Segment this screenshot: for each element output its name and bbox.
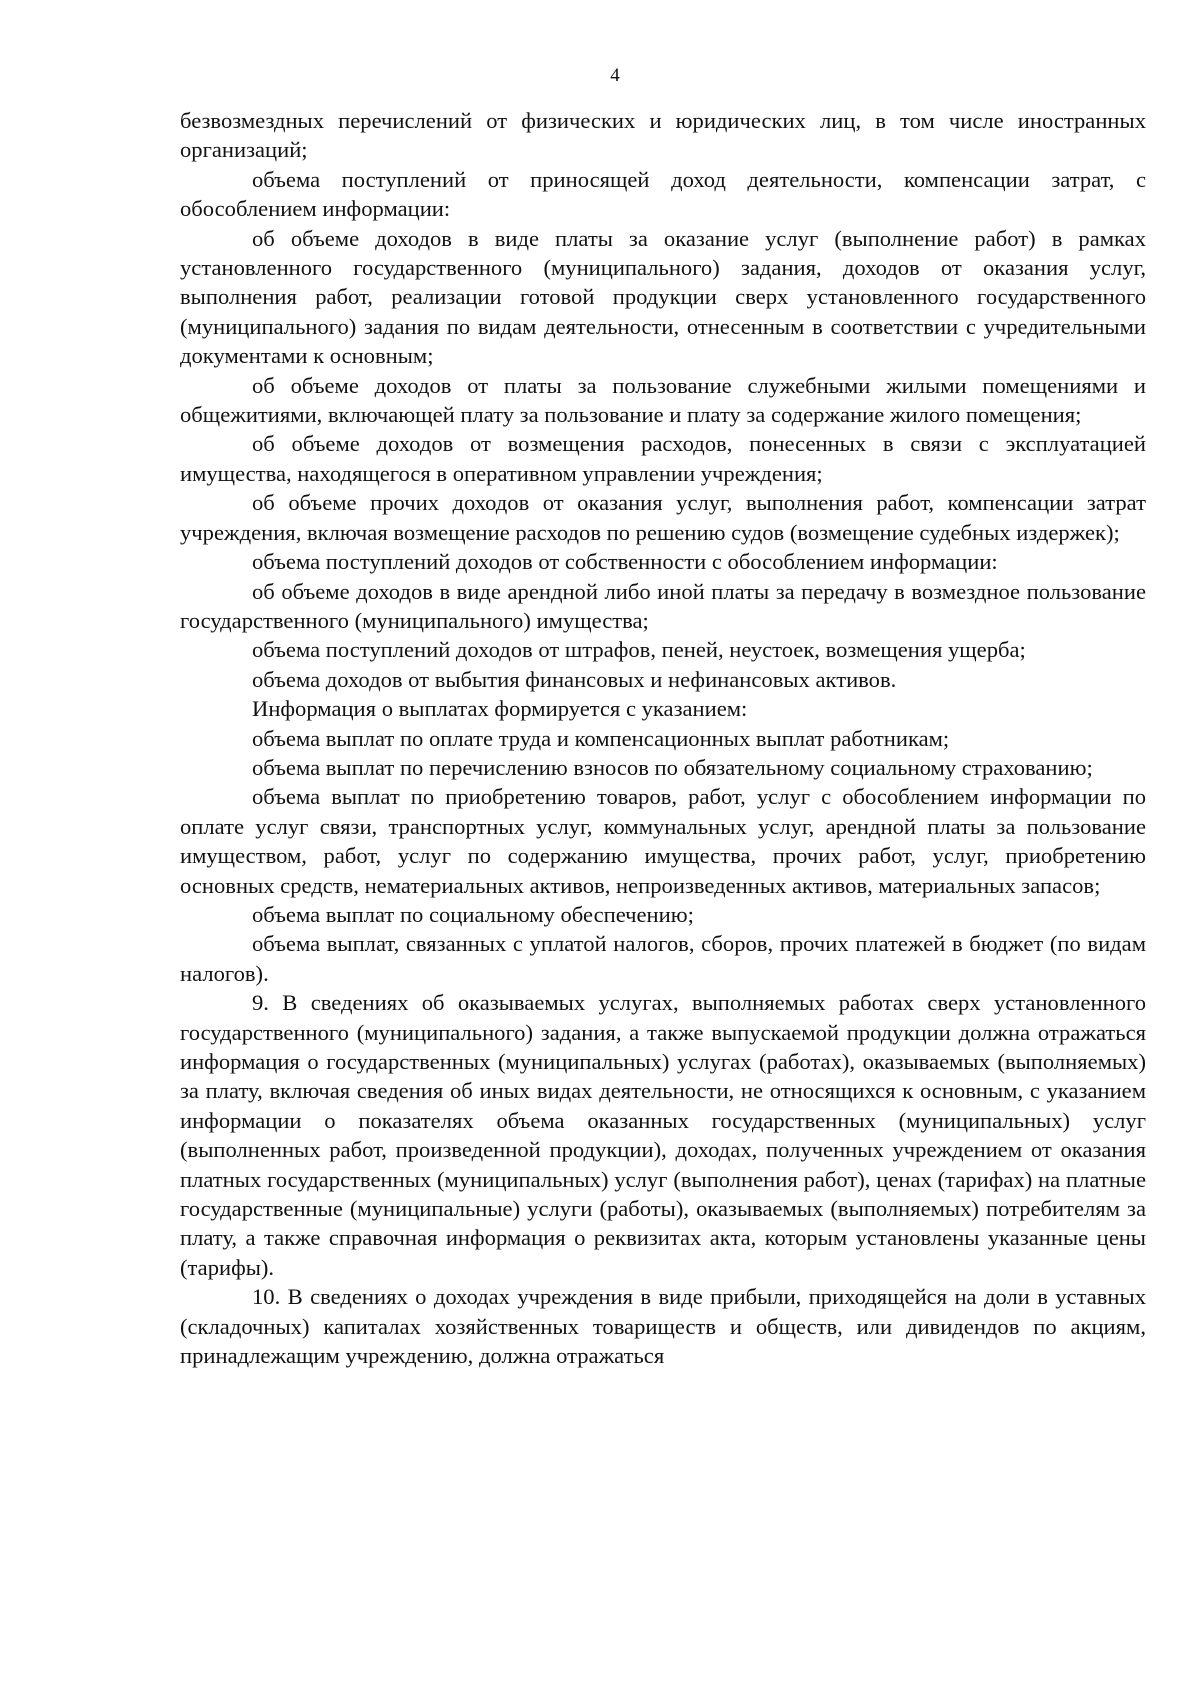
paragraph-section-10: 10. В сведениях о доходах учреждения в виде прибыли, приходящейся на доли в уставных (складочных) капиталах хозяйственных товариществ и обществ, или дивидендов по акциям, принадлежащим учреждению, должна отражаться bbox=[180, 1284, 1146, 1369]
paragraph: об объеме доходов в виде арендной либо иной платы за передачу в возмездное пользование государственного (муниципального) имущества; bbox=[180, 578, 1146, 633]
paragraph-section-9: 9. В сведениях об оказываемых услугах, выполняемых работах сверх установленного государственного (муниципального) задания, а также выпускаемой продукции должна отражаться информация о государственных (муниципальных) услугах (работах), оказываемых (выполняемых) за плату, включая сведения об иных видах деятельности, не относящихся к основным, с указанием информации о показателях объема оказанных государственных (муниципальных) услуг (выполненных работ, произведенной продукции), доходах, полученных учреждением от оказания платных государственных (муниципальных) услуг (выполнения работ), ценах (тарифах) на платные государственные (муниципальные) услуги (работы), оказываемых (выполняемых) потребителям за плату, а также справочная информация о реквизитах акта, которым установлены указанные цены (тарифы). bbox=[180, 990, 1146, 1280]
paragraph: об объеме прочих доходов от оказания услуг, выполнения работ, компенсации затрат учреждения, включая возмещение расходов по решению судов (возмещение судебных издержек); bbox=[180, 490, 1146, 545]
paragraph: об объеме доходов от платы за пользование служебными жилыми помещениями и общежитиями, включающей плату за пользование и плату за содержание жилого помещения; bbox=[180, 372, 1146, 428]
paragraph: об объеме доходов от возмещения расходов, понесенных в связи с эксплуатацией имущества, находящегося в оперативном управлении учреждения; bbox=[180, 431, 1146, 486]
paragraph: объема выплат по социальному обеспечению; bbox=[252, 901, 694, 927]
paragraph: объема выплат по приобретению товаров, работ, услуг с обособлением информации по оплате услуг связи, транспортных услуг, коммунальных услуг, арендной платы за пользование имуществом, работ, услуг по содержанию имущества, прочих работ, услуг, приобретению основных средств, нематериальных активов, непроизведенных активов, материальных запасов; bbox=[180, 784, 1146, 898]
page-number: 4 bbox=[610, 65, 620, 86]
paragraph: объема выплат, связанных с уплатой налогов, сборов, прочих платежей в бюджет (по видам налогов). bbox=[180, 931, 1146, 986]
paragraph: объема доходов от выбытия финансовых и нефинансовых активов. bbox=[252, 666, 897, 692]
paragraph: объема поступлений доходов от штрафов, пеней, неустоек, возмещения ущерба; bbox=[252, 637, 1026, 663]
paragraph: объема поступлений доходов от собственности с обособлением информации: bbox=[252, 549, 998, 575]
paragraph: объема поступлений от приносящей доход деятельности, компенсации затрат, с обособлением информации: bbox=[180, 166, 1146, 222]
document-body bbox=[180, 106, 1146, 1370]
paragraph: объема выплат по перечислению взносов по обязательному социальному страхованию; bbox=[252, 754, 1093, 780]
paragraph: объема выплат по оплате труда и компенсационных выплат работникам; bbox=[252, 725, 950, 751]
paragraph: Информация о выплатах формируется с указанием: bbox=[252, 696, 748, 722]
paragraph: об объеме доходов в виде платы за оказание услуг (выполнение работ) в рамках установленного государственного (муниципального) задания, доходов от оказания услуг, выполнения работ, реализации готовой продукции сверх установленного государственного (муниципального) задания по видам деятельности, отнесенным в соответствии с учредительными документами к основным; bbox=[180, 225, 1146, 369]
paragraph: безвозмездных перечислений от физических и юридических лиц, в том числе иностранных организаций; bbox=[180, 108, 1146, 163]
